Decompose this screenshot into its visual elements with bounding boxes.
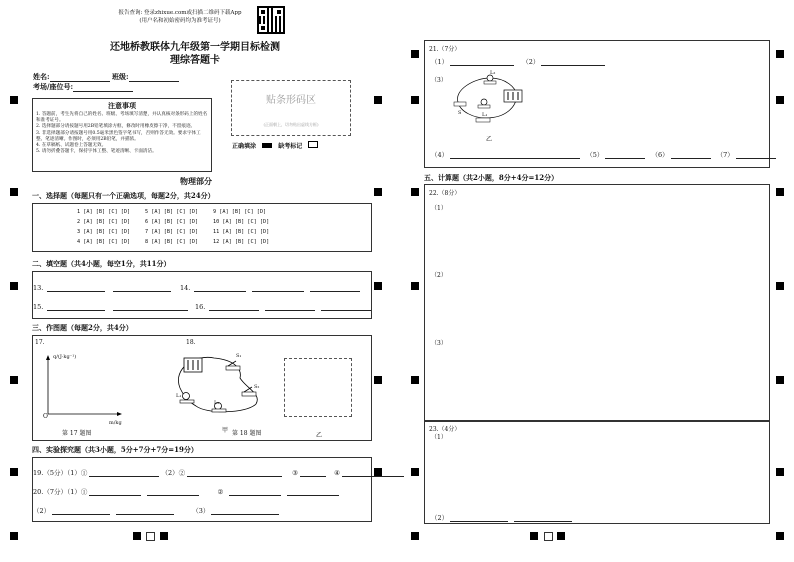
- q23-line2[interactable]: [431, 513, 572, 522]
- timing-mark: [10, 96, 18, 104]
- q19-2-label: （2）②: [161, 469, 186, 477]
- timing-mark: [374, 96, 382, 104]
- q14-line[interactable]: [180, 283, 360, 292]
- timing-mark: [776, 376, 784, 384]
- timing-mark: [776, 96, 784, 104]
- notice-box: [32, 98, 212, 172]
- q18-drawing-area[interactable]: [284, 358, 352, 417]
- timing-mark: [374, 188, 382, 196]
- absent-mark-label: 缺考标记: [278, 143, 303, 150]
- q22-box[interactable]: [424, 184, 770, 422]
- page-marker: [133, 532, 141, 540]
- notice-title: 注意事项: [108, 101, 136, 110]
- q17-caption: 第 17 题图: [62, 430, 92, 437]
- timing-mark: [411, 532, 419, 540]
- notice-item: 1. 答题前，考生先将自己的姓名、班级、考场填写清楚，并认真核对条形码上的姓名和准考证号。: [36, 112, 208, 124]
- timing-mark: [374, 282, 382, 290]
- q21-line1[interactable]: [431, 57, 605, 66]
- q18-l1-label: L₁: [176, 393, 182, 399]
- q21-6-label: （6）: [651, 151, 669, 159]
- switch-s-icon: [454, 102, 466, 106]
- q20-part3-label: （3）: [192, 507, 210, 515]
- q21-circuit[interactable]: [446, 66, 546, 126]
- q23-1-label: （1）: [431, 434, 447, 441]
- timing-mark: [411, 188, 419, 196]
- timing-mark: [776, 50, 784, 58]
- q20-label: 20.（7分）（1）①: [33, 488, 88, 496]
- section-2-title: 二、填空题（共4小题，每空1分，共11分）: [32, 259, 171, 268]
- q15-line[interactable]: [33, 302, 188, 311]
- q20-part2-label: （2）: [33, 507, 51, 515]
- timing-mark: [10, 376, 18, 384]
- q21-2-label: （2）: [522, 58, 540, 66]
- class-label: 班级:: [112, 72, 129, 81]
- mcq-q11[interactable]: 11 [A] [B] [C] [D]: [213, 229, 270, 235]
- page-marker: [557, 532, 565, 540]
- q19-label: 19.（5分）（1）①: [33, 469, 88, 477]
- q16-label: 16.: [195, 303, 206, 311]
- timing-mark: [10, 468, 18, 476]
- barcode-label: 贴条形码区: [266, 95, 316, 106]
- q19-3-label: ③: [292, 469, 298, 477]
- q21-label: 21.（7分）: [429, 46, 461, 53]
- q17-y-axis-label: q/(J·kg⁻¹): [53, 354, 77, 360]
- timing-mark: [411, 96, 419, 104]
- page-title: 还地桥教联体九年级第一学期目标检测: [110, 42, 280, 53]
- timing-mark: [411, 50, 419, 58]
- notice-item: 4. 在草稿纸、试题卷上答题无效。: [36, 143, 107, 149]
- timing-mark: [776, 282, 784, 290]
- q21-3-label: （3）: [431, 77, 447, 84]
- barcode-note: (正面朝上，切勿贴出虚线方框): [263, 122, 319, 127]
- q17-x-axis-label: m/kg: [109, 420, 122, 426]
- q21-5-label: （5）: [586, 151, 604, 159]
- q18-yi-label: 乙: [316, 432, 323, 439]
- mcq-q12[interactable]: 12 [A] [B] [C] [D]: [213, 239, 270, 245]
- timing-mark: [776, 532, 784, 540]
- page-marker: [146, 532, 155, 541]
- q20-2-label: ②: [217, 488, 224, 496]
- mcq-q9[interactable]: 9 [A] [B] [C] [D]: [213, 209, 267, 215]
- q23-2-label: （2）: [431, 514, 449, 522]
- fill-blank-box: [32, 271, 372, 319]
- q13-line[interactable]: [33, 283, 171, 292]
- section-1-title: 一、选择题（每题只有一个正确选项，每题2分，共24分）: [32, 191, 215, 200]
- barcode-area: [231, 80, 351, 136]
- mcq-q10[interactable]: 10 [A] [B] [C] [D]: [213, 219, 270, 225]
- timing-mark: [411, 282, 419, 290]
- absent-mark-box[interactable]: [308, 141, 318, 148]
- page-subtitle: 理综答题卡: [170, 55, 220, 66]
- mcq-q3[interactable]: 3 [A] [B] [C] [D]: [77, 229, 131, 235]
- fill-legend: [232, 141, 318, 150]
- q16-line[interactable]: [195, 302, 371, 311]
- mcq-q2[interactable]: 2 [A] [B] [C] [D]: [77, 219, 131, 225]
- q21-yi-label: 乙: [486, 136, 493, 143]
- q21-4-label: （4）: [431, 151, 449, 159]
- q20-line[interactable]: [33, 487, 339, 496]
- mcq-q6[interactable]: 6 [A] [B] [C] [D]: [145, 219, 199, 225]
- report-note: [110, 9, 250, 25]
- report-note-line: (用户名和初始密码均为准考证号): [139, 18, 221, 24]
- section-3-title: 三、作图题（每题2分，共4分）: [32, 323, 133, 332]
- timing-mark: [10, 282, 18, 290]
- q23-label: 23.（4分）: [429, 426, 461, 433]
- exam-label: 考场/座位号:: [33, 82, 74, 91]
- section-5-title: 五、计算题（共2小题，8分+4分=12分）: [424, 173, 559, 182]
- q21-line4[interactable]: [431, 150, 776, 159]
- q20-2-line[interactable]: [33, 506, 279, 515]
- q19-line[interactable]: [33, 468, 404, 477]
- switch-s1-icon: [226, 366, 240, 370]
- q18-s2-label: S₂: [254, 384, 260, 390]
- mcq-row[interactable]: [37, 227, 371, 237]
- q14-label: 14.: [180, 284, 191, 292]
- q21-1-label: （1）: [431, 58, 449, 66]
- q22-1-label: （1）: [431, 205, 447, 212]
- timing-mark: [411, 376, 419, 384]
- q18-jia-label: 甲: [222, 427, 229, 434]
- q18-caption: 第 18 题图: [232, 430, 262, 437]
- exam-seat-field[interactable]: [33, 82, 133, 92]
- page-marker: [160, 532, 168, 540]
- q21-7-label: （7）: [716, 151, 734, 159]
- mcq-q8[interactable]: 8 [A] [B] [C] [D]: [145, 239, 199, 245]
- q13-label: 13.: [33, 284, 44, 292]
- q22-3-label: （3）: [431, 340, 447, 347]
- q18-l2-label: L₂: [214, 400, 220, 406]
- q23-box[interactable]: [424, 420, 770, 524]
- q22-label: 22.（8分）: [429, 190, 461, 197]
- q18-label: 18.: [186, 339, 196, 346]
- name-label: 姓名:: [33, 72, 50, 81]
- section-title-physics: 物理部分: [180, 176, 212, 186]
- q18-s1-label: S₁: [236, 353, 242, 359]
- report-note-line: 报告查询: 登录zhixue.com或扫描二维码下载App: [118, 10, 242, 16]
- correct-fill-sample: [262, 143, 272, 148]
- timing-mark: [374, 376, 382, 384]
- switch-s2-icon: [242, 392, 256, 396]
- student-name-field[interactable]: [33, 72, 179, 82]
- q21-l1-label: L₁: [482, 112, 488, 118]
- timing-mark: [10, 532, 18, 540]
- q22-2-label: （2）: [431, 272, 447, 279]
- notice-list: [33, 111, 211, 156]
- mcq-row[interactable]: [37, 237, 371, 247]
- notice-item: 5. 请勿折叠答题卡，保持字体工整、笔迹清晰、卡面清洁。: [36, 149, 157, 155]
- timing-mark: [10, 188, 18, 196]
- q19-4-label: ④: [334, 469, 340, 477]
- qr-code: [257, 6, 285, 34]
- bulb-l1-icon: [183, 393, 190, 400]
- mcq-q1[interactable]: 1 [A] [B] [C] [D]: [77, 209, 131, 215]
- mcq-row[interactable]: [37, 217, 371, 227]
- mcq-row[interactable]: [37, 207, 371, 217]
- notice-item: 2. 选择题部分请按题号用2B铅笔填涂方框，修改时用橡皮擦干净，不留痕迹。: [36, 124, 196, 130]
- q21-s-label: S: [458, 110, 462, 116]
- q17-label: 17.: [35, 339, 45, 346]
- timing-mark: [776, 188, 784, 196]
- q18-circuit[interactable]: [166, 348, 266, 418]
- timing-mark: [776, 468, 784, 476]
- mcq-q5[interactable]: 5 [A] [B] [C] [D]: [145, 209, 199, 215]
- page-marker: [530, 532, 538, 540]
- notice-item: 3. 非选择题部分请按题号用0.5毫米黑色签字笔书写，否则作答无效。要求字体工整、笔迹清晰。作图时，必须用2B铅笔，并描浓。: [36, 130, 201, 142]
- bulb-l1-icon: [481, 99, 487, 105]
- mcq-q7[interactable]: 7 [A] [B] [C] [D]: [145, 229, 199, 235]
- page-marker: [544, 532, 553, 541]
- timing-mark: [411, 468, 419, 476]
- q15-label: 15.: [33, 303, 44, 311]
- mcq-q4[interactable]: 4 [A] [B] [C] [D]: [77, 239, 131, 245]
- correct-fill-label: 正确填涂: [232, 143, 257, 150]
- q17-origin-label: O: [43, 413, 48, 420]
- q21-l2-label: L₂: [490, 70, 496, 76]
- section-4-title: 四、实验探究题（共3小题，5分+7分+7分=19分）: [32, 445, 198, 454]
- mcq-grid: [32, 203, 372, 252]
